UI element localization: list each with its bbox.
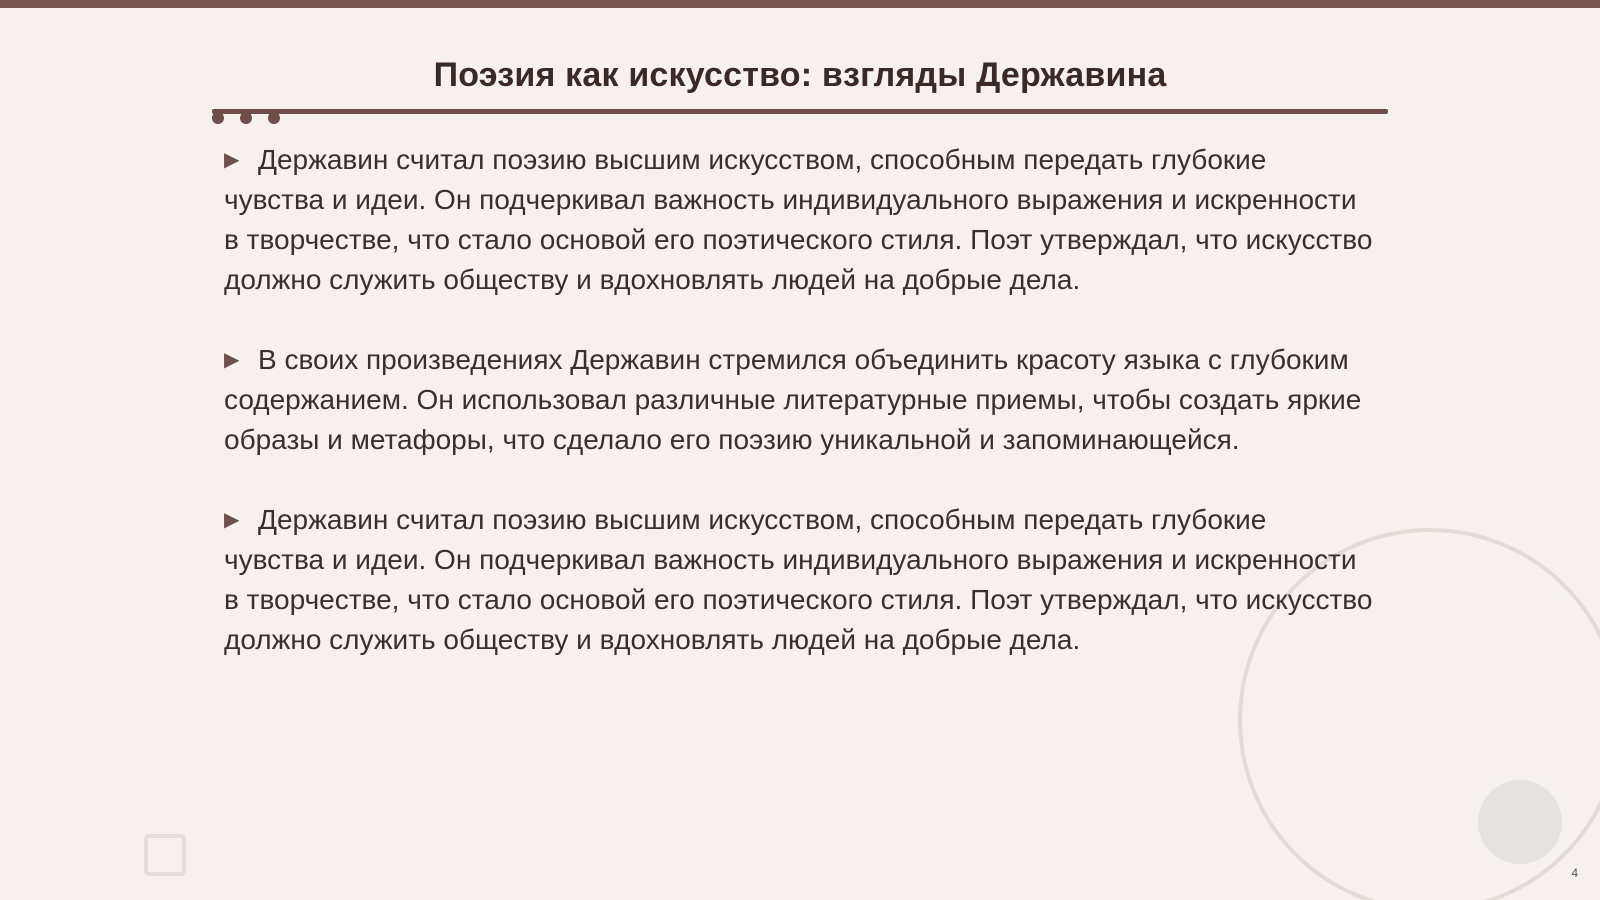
bullet-text: В своих произведениях Державин стремился объединить красоту языка с глубоким содержанием. Он использовал различные литературные приемы, чтобы создать яркие образы и метафоры, что сделало его поэзию уникальной и запоминающейся. bbox=[224, 344, 1362, 455]
dot bbox=[212, 112, 224, 124]
bullet-text: Державин считал поэзию высшим искусством, способным передать глубокие чувства и идеи. Он подчеркивал важность индивидуального выражения и искренности в творчестве, что стало основой его поэтического стиля. Поэт утверждал, что искусство должно служить обществу и вдохновлять людей на добрые дела. bbox=[224, 504, 1373, 655]
square-outline bbox=[146, 836, 184, 874]
bullet-arrow-icon: ▶ bbox=[224, 149, 240, 171]
slide-title: Поэзия как искусство: взгляды Державина bbox=[433, 56, 1167, 94]
title-dots bbox=[212, 112, 280, 124]
small-circle-disc bbox=[1478, 780, 1562, 864]
top-accent-bar bbox=[0, 0, 1600, 8]
bullet-item bbox=[224, 140, 1374, 300]
bullet-item bbox=[224, 340, 1374, 460]
bullet-text: Державин считал поэзию высшим искусством, способным передать глубокие чувства и идеи. Он подчеркивал важность индивидуального выражения и искренности в творчестве, что стало основой его поэтического стиля. Поэт утверждал, что искусство должно служить обществу и вдохновлять людей на добрые дела. bbox=[224, 144, 1373, 295]
page-number: 4 bbox=[1571, 866, 1578, 880]
dot bbox=[268, 112, 280, 124]
dot bbox=[240, 112, 252, 124]
bullet-item bbox=[224, 500, 1374, 660]
title-underline bbox=[212, 109, 1388, 114]
bullet-list bbox=[224, 140, 1374, 700]
bullet-arrow-icon: ▶ bbox=[224, 349, 240, 371]
bullet-arrow-icon: ▶ bbox=[224, 509, 240, 531]
